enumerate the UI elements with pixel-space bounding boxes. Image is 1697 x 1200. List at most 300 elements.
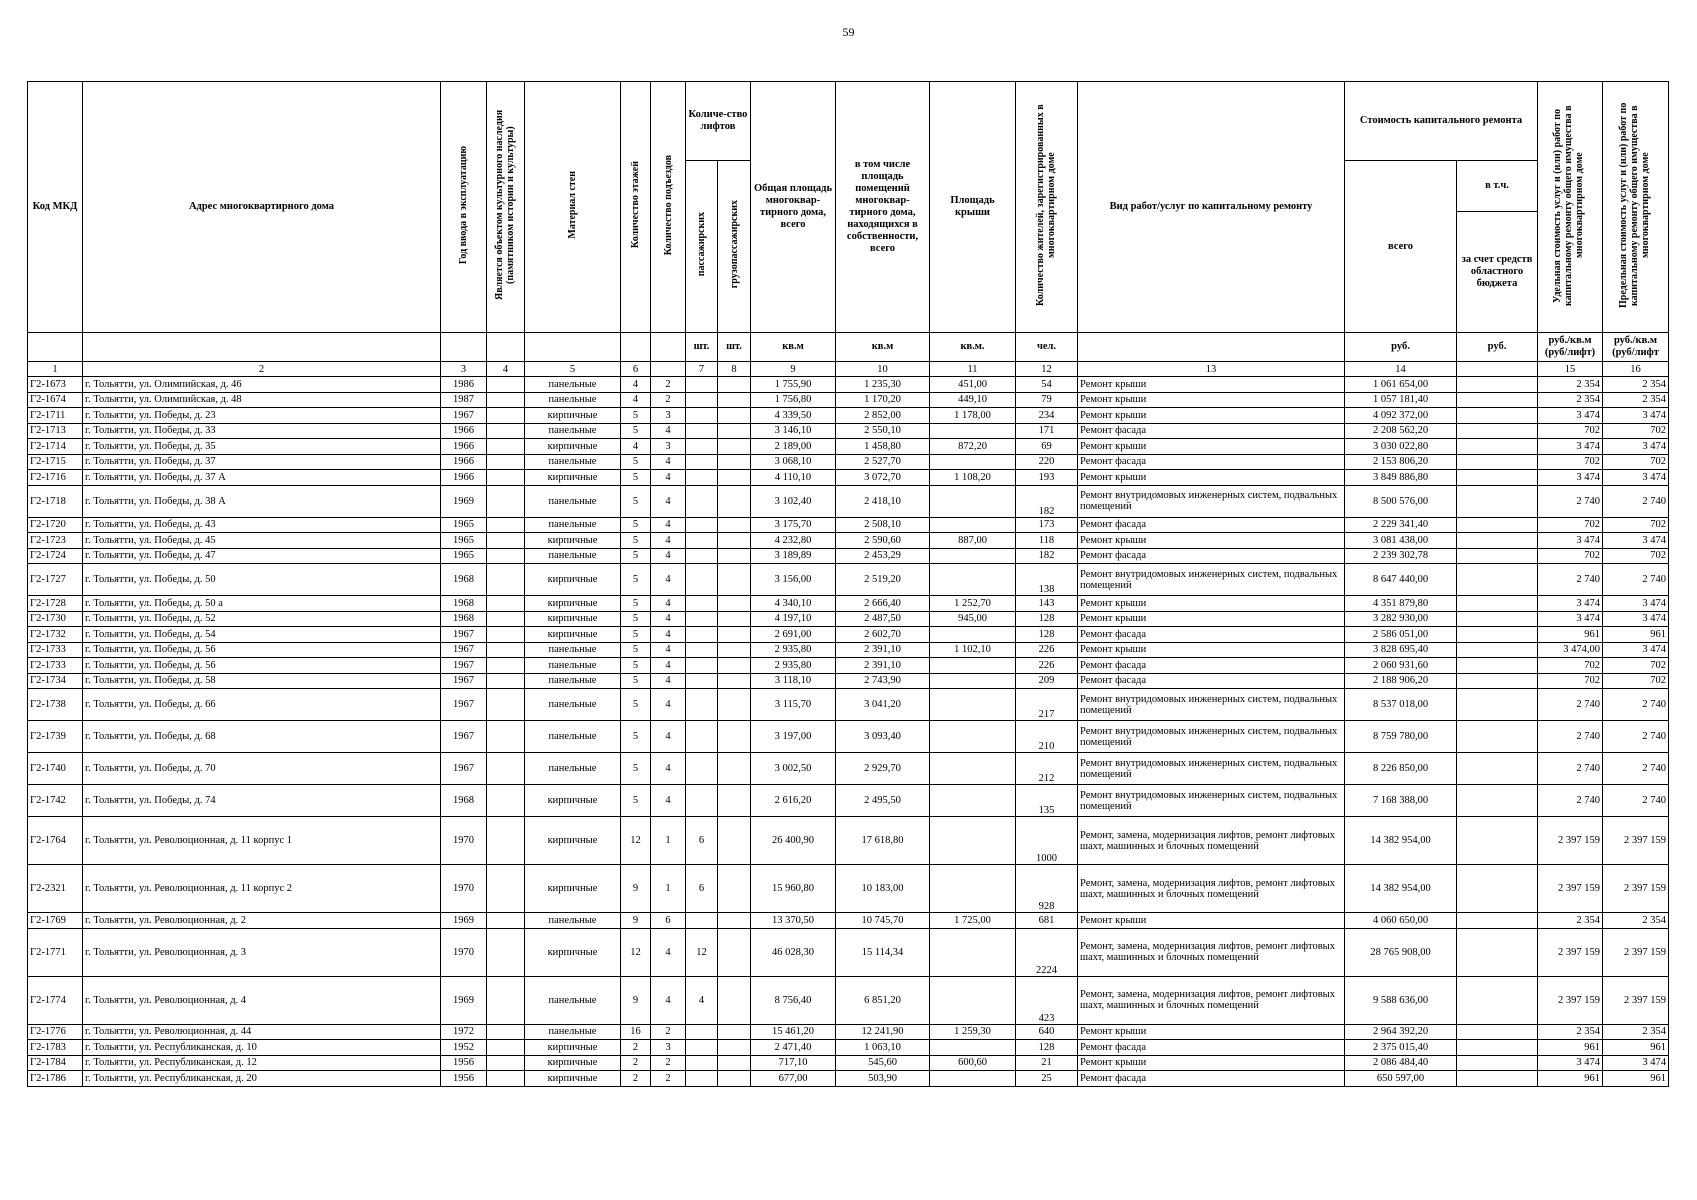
- cell-heritage: [487, 548, 525, 564]
- unit-sqm: кв.м.: [930, 333, 1016, 362]
- cell-residents: 681: [1016, 913, 1078, 929]
- cell-limit: 3 474: [1603, 470, 1669, 486]
- cell-lc: [718, 1024, 751, 1040]
- cell-floors: 12: [621, 817, 651, 865]
- cell-heritage: [487, 564, 525, 596]
- cell-area: 3 146,10: [751, 423, 836, 439]
- cell-roof: [930, 721, 1016, 753]
- column-number: 4: [487, 362, 525, 377]
- cell-entrances: 4: [651, 673, 686, 689]
- table-row: [28, 377, 1669, 393]
- cell-roof: 887,00: [930, 533, 1016, 549]
- cell-area: 2 616,20: [751, 785, 836, 817]
- cell-year: 1967: [441, 689, 487, 721]
- cell-residents: 138: [1016, 564, 1078, 596]
- cell-residents: 171: [1016, 423, 1078, 439]
- cell-owned: 2 418,10: [836, 485, 930, 517]
- cell-lc: [718, 1071, 751, 1087]
- cell-address: г. Тольятти, ул. Победы, д. 56: [83, 658, 441, 674]
- cell-floors: 5: [621, 627, 651, 643]
- cell-budget: [1457, 1071, 1538, 1087]
- header-entrances: Количество подъездов: [662, 154, 674, 256]
- cell-address: г. Тольятти, ул. Победы, д. 37 А: [83, 470, 441, 486]
- cell-residents: 2224: [1016, 928, 1078, 976]
- cell-total: 2 586 051,00: [1345, 627, 1457, 643]
- cell-total: 2 239 302,78: [1345, 548, 1457, 564]
- cell-total: 2 188 906,20: [1345, 673, 1457, 689]
- cell-residents: 210: [1016, 721, 1078, 753]
- cell-lp: 12: [686, 928, 718, 976]
- cell-unit: 2 397 159: [1538, 976, 1603, 1024]
- cell-roof: [930, 627, 1016, 643]
- cell-unit: 702: [1538, 548, 1603, 564]
- cell-entrances: 4: [651, 533, 686, 549]
- table-row: [28, 642, 1669, 658]
- cell-roof: [930, 976, 1016, 1024]
- cell-lp: [686, 439, 718, 455]
- cell-owned: 3 041,20: [836, 689, 930, 721]
- unit-per: руб./кв.м (руб/лифт): [1538, 333, 1603, 362]
- cell-address: г. Тольятти, ул. Республиканская, д. 10: [83, 1040, 441, 1056]
- cell-code: Г2-1714: [28, 439, 83, 455]
- table-row: [28, 408, 1669, 424]
- cell-entrances: 3: [651, 408, 686, 424]
- cell-budget: [1457, 976, 1538, 1024]
- cell-roof: 1 102,10: [930, 642, 1016, 658]
- cell-lc: [718, 785, 751, 817]
- cell-limit: 3 474: [1603, 611, 1669, 627]
- cell-wall: кирпичные: [525, 1071, 621, 1087]
- cell-code: Г2-1728: [28, 596, 83, 612]
- cell-owned: 6 851,20: [836, 976, 930, 1024]
- column-number: 16: [1603, 362, 1669, 377]
- cell-heritage: [487, 1055, 525, 1071]
- table-row: [28, 721, 1669, 753]
- cell-roof: [930, 564, 1016, 596]
- page-number: 59: [842, 25, 855, 39]
- cell-residents: 640: [1016, 1024, 1078, 1040]
- cell-limit: 2 740: [1603, 753, 1669, 785]
- cell-residents: 182: [1016, 548, 1078, 564]
- table-row: [28, 928, 1669, 976]
- cell-residents: 928: [1016, 865, 1078, 913]
- cell-limit: 3 474: [1603, 1055, 1669, 1071]
- table-row: [28, 1024, 1669, 1040]
- cell-year: 1970: [441, 865, 487, 913]
- cell-floors: 9: [621, 913, 651, 929]
- cell-wall: панельные: [525, 913, 621, 929]
- unit-rub: руб.: [1345, 333, 1457, 362]
- cell-entrances: 2: [651, 1024, 686, 1040]
- cell-area: 46 028,30: [751, 928, 836, 976]
- header-roof-area: Площадь крыши: [930, 82, 1016, 333]
- cell-unit: 2 397 159: [1538, 817, 1603, 865]
- cell-owned: 1 458,80: [836, 439, 930, 455]
- cell-unit: 3 474: [1538, 596, 1603, 612]
- cell-work: Ремонт фасада: [1078, 1040, 1345, 1056]
- column-number: 5: [525, 362, 621, 377]
- cell-budget: [1457, 658, 1538, 674]
- cell-entrances: 4: [651, 423, 686, 439]
- cell-lc: [718, 548, 751, 564]
- cell-work: Ремонт крыши: [1078, 533, 1345, 549]
- cell-total: 3 282 930,00: [1345, 611, 1457, 627]
- cell-floors: 5: [621, 517, 651, 533]
- cell-limit: 2 354: [1603, 913, 1669, 929]
- cell-area: 3 156,00: [751, 564, 836, 596]
- cell-lc: [718, 517, 751, 533]
- cell-unit: 2 354: [1538, 913, 1603, 929]
- cell-unit: 702: [1538, 423, 1603, 439]
- cell-floors: 4: [621, 439, 651, 455]
- cell-total: 2 153 806,20: [1345, 454, 1457, 470]
- cell-owned: 10 745,70: [836, 913, 930, 929]
- cell-unit: 702: [1538, 673, 1603, 689]
- cell-unit: 2 740: [1538, 564, 1603, 596]
- cell-roof: 1 108,20: [930, 470, 1016, 486]
- cell-lc: [718, 817, 751, 865]
- column-number: 3: [441, 362, 487, 377]
- header-cost-total: всего: [1345, 161, 1457, 333]
- cell-code: Г2-1734: [28, 673, 83, 689]
- cell-owned: 2 602,70: [836, 627, 930, 643]
- cell-limit: 702: [1603, 423, 1669, 439]
- header-code: Код МКД: [28, 82, 83, 333]
- cell-roof: [930, 485, 1016, 517]
- cell-residents: 423: [1016, 976, 1078, 1024]
- cell-unit: 3 474: [1538, 439, 1603, 455]
- cell-lp: [686, 377, 718, 393]
- cell-wall: кирпичные: [525, 611, 621, 627]
- cell-area: 1 756,80: [751, 392, 836, 408]
- cell-total: 14 382 954,00: [1345, 865, 1457, 913]
- table-row: [28, 517, 1669, 533]
- cell-budget: [1457, 689, 1538, 721]
- cell-work: Ремонт внутридомовых инженерных систем, подвальных помещений: [1078, 564, 1345, 596]
- column-number: 7: [686, 362, 718, 377]
- cell-total: 28 765 908,00: [1345, 928, 1457, 976]
- cell-wall: панельные: [525, 454, 621, 470]
- cell-lc: [718, 611, 751, 627]
- cell-code: Г2-1723: [28, 533, 83, 549]
- cell-budget: [1457, 485, 1538, 517]
- cell-entrances: 4: [651, 564, 686, 596]
- cell-owned: 1 063,10: [836, 1040, 930, 1056]
- cell-wall: панельные: [525, 658, 621, 674]
- cell-heritage: [487, 658, 525, 674]
- cell-floors: 9: [621, 976, 651, 1024]
- cell-year: 1968: [441, 564, 487, 596]
- cell-lp: [686, 533, 718, 549]
- cell-budget: [1457, 517, 1538, 533]
- cell-lp: [686, 470, 718, 486]
- cell-roof: 451,00: [930, 377, 1016, 393]
- cell-lc: [718, 533, 751, 549]
- cell-budget: [1457, 548, 1538, 564]
- cell-entrances: 4: [651, 642, 686, 658]
- cell-year: 1967: [441, 627, 487, 643]
- cell-work: Ремонт внутридомовых инженерных систем, подвальных помещений: [1078, 785, 1345, 817]
- cell-floors: 4: [621, 392, 651, 408]
- cell-wall: панельные: [525, 1024, 621, 1040]
- cell-wall: кирпичные: [525, 470, 621, 486]
- cell-lc: [718, 753, 751, 785]
- header-unit-cost: Удельная стоимость услуг и (или) работ по капитальному ремонту общего имущества в многоквартирном доме: [1552, 104, 1586, 306]
- cell-area: 717,10: [751, 1055, 836, 1071]
- cell-wall: панельные: [525, 485, 621, 517]
- cell-work: Ремонт фасада: [1078, 517, 1345, 533]
- cell-budget: [1457, 408, 1538, 424]
- cell-unit: 2 354: [1538, 377, 1603, 393]
- cell-year: 1965: [441, 548, 487, 564]
- cell-work: Ремонт крыши: [1078, 596, 1345, 612]
- cell-unit: 2 397 159: [1538, 865, 1603, 913]
- cell-lc: [718, 627, 751, 643]
- cell-lp: 6: [686, 817, 718, 865]
- cell-entrances: 2: [651, 1071, 686, 1087]
- column-number: [1457, 362, 1538, 377]
- cell-unit: 702: [1538, 658, 1603, 674]
- cell-floors: 5: [621, 408, 651, 424]
- cell-limit: 961: [1603, 1071, 1669, 1087]
- cell-limit: 2 354: [1603, 377, 1669, 393]
- cell-floors: 9: [621, 865, 651, 913]
- cell-roof: 600,60: [930, 1055, 1016, 1071]
- cell-code: Г2-1715: [28, 454, 83, 470]
- cell-heritage: [487, 423, 525, 439]
- cell-heritage: [487, 642, 525, 658]
- cell-owned: 2 929,70: [836, 753, 930, 785]
- cell-work: Ремонт крыши: [1078, 408, 1345, 424]
- cell-owned: 3 093,40: [836, 721, 930, 753]
- cell-budget: [1457, 1040, 1538, 1056]
- cell-address: г. Тольятти, ул. Победы, д. 56: [83, 642, 441, 658]
- cell-entrances: 2: [651, 392, 686, 408]
- cell-entrances: 3: [651, 1040, 686, 1056]
- header-lifts-cargo: грузопассажирских: [728, 200, 740, 289]
- table-row: [28, 1040, 1669, 1056]
- column-number: 9: [751, 362, 836, 377]
- cell-lp: [686, 913, 718, 929]
- cell-floors: 5: [621, 470, 651, 486]
- cell-heritage: [487, 408, 525, 424]
- cell-limit: 2 397 159: [1603, 928, 1669, 976]
- cell-entrances: 4: [651, 753, 686, 785]
- cell-budget: [1457, 611, 1538, 627]
- cell-limit: 702: [1603, 548, 1669, 564]
- cell-wall: кирпичные: [525, 1055, 621, 1071]
- cell-limit: 702: [1603, 517, 1669, 533]
- cell-area: 3 115,70: [751, 689, 836, 721]
- cell-heritage: [487, 817, 525, 865]
- cell-owned: 2 508,10: [836, 517, 930, 533]
- cell-area: 3 068,10: [751, 454, 836, 470]
- cell-total: 1 061 654,00: [1345, 377, 1457, 393]
- cell-address: г. Тольятти, ул. Победы, д. 66: [83, 689, 441, 721]
- cell-budget: [1457, 673, 1538, 689]
- cell-residents: 226: [1016, 642, 1078, 658]
- cell-budget: [1457, 564, 1538, 596]
- column-number: [651, 362, 686, 377]
- cell-floors: 5: [621, 596, 651, 612]
- cell-lp: 6: [686, 865, 718, 913]
- header-heritage: Является объектом культурного наследия (памятником истории и культуры): [493, 109, 516, 301]
- cell-year: 1967: [441, 408, 487, 424]
- cell-code: Г2-1742: [28, 785, 83, 817]
- cell-code: Г2-1740: [28, 753, 83, 785]
- cell-roof: [930, 753, 1016, 785]
- cell-heritage: [487, 392, 525, 408]
- unit-pcs: шт.: [718, 333, 751, 362]
- cell-roof: 1 259,30: [930, 1024, 1016, 1040]
- cell-heritage: [487, 721, 525, 753]
- cell-wall: панельные: [525, 673, 621, 689]
- cell-heritage: [487, 673, 525, 689]
- cell-wall: кирпичные: [525, 1040, 621, 1056]
- cell-code: Г2-1711: [28, 408, 83, 424]
- cell-heritage: [487, 753, 525, 785]
- cell-wall: панельные: [525, 753, 621, 785]
- header-lifts: Количе-ство лифтов: [686, 82, 751, 161]
- cell-residents: 226: [1016, 658, 1078, 674]
- cell-code: Г2-1784: [28, 1055, 83, 1071]
- cell-year: 1965: [441, 533, 487, 549]
- table-row: [28, 1055, 1669, 1071]
- cell-limit: 2 397 159: [1603, 817, 1669, 865]
- cell-residents: 25: [1016, 1071, 1078, 1087]
- cell-heritage: [487, 865, 525, 913]
- cell-code: Г2-1786: [28, 1071, 83, 1087]
- cell-area: 2 935,80: [751, 642, 836, 658]
- cell-owned: 2 527,70: [836, 454, 930, 470]
- cell-unit: 3 474: [1538, 1055, 1603, 1071]
- cell-floors: 5: [621, 753, 651, 785]
- cell-owned: 2 495,50: [836, 785, 930, 817]
- cell-address: г. Тольятти, ул. Революционная, д. 2: [83, 913, 441, 929]
- cell-total: 8 647 440,00: [1345, 564, 1457, 596]
- cell-unit: 2 397 159: [1538, 928, 1603, 976]
- cell-owned: 2 391,10: [836, 642, 930, 658]
- cell-total: 2 086 484,40: [1345, 1055, 1457, 1071]
- cell-roof: [930, 1071, 1016, 1087]
- cell-unit: 961: [1538, 1071, 1603, 1087]
- cell-owned: 15 114,34: [836, 928, 930, 976]
- cell-code: Г2-1724: [28, 548, 83, 564]
- cell-lp: [686, 408, 718, 424]
- cell-unit: 961: [1538, 1040, 1603, 1056]
- cell-code: Г2-1769: [28, 913, 83, 929]
- cell-year: 1956: [441, 1071, 487, 1087]
- cell-entrances: 4: [651, 627, 686, 643]
- cell-wall: панельные: [525, 517, 621, 533]
- header-area-total: Общая площадь многоквар-тирного дома, всего: [751, 82, 836, 333]
- cell-work: Ремонт крыши: [1078, 1024, 1345, 1040]
- column-number-row: [28, 362, 1669, 377]
- cell-entrances: 4: [651, 976, 686, 1024]
- cell-residents: 21: [1016, 1055, 1078, 1071]
- cell-residents: 69: [1016, 439, 1078, 455]
- cell-area: 3 002,50: [751, 753, 836, 785]
- cell-heritage: [487, 1071, 525, 1087]
- cell-owned: 2 590,60: [836, 533, 930, 549]
- cell-total: 3 081 438,00: [1345, 533, 1457, 549]
- cell-work: Ремонт, замена, модернизация лифтов, ремонт лифтовых шахт, машинных и блочных помещений: [1078, 817, 1345, 865]
- cell-budget: [1457, 533, 1538, 549]
- cell-lp: [686, 627, 718, 643]
- cell-unit: 3 474: [1538, 408, 1603, 424]
- cell-roof: [930, 423, 1016, 439]
- cell-address: г. Тольятти, ул. Победы, д. 54: [83, 627, 441, 643]
- cell-work: Ремонт, замена, модернизация лифтов, ремонт лифтовых шахт, машинных и блочных помещений: [1078, 928, 1345, 976]
- cell-roof: [930, 1040, 1016, 1056]
- cell-wall: панельные: [525, 392, 621, 408]
- cell-area: 1 755,90: [751, 377, 836, 393]
- cell-limit: 2 740: [1603, 564, 1669, 596]
- cell-heritage: [487, 928, 525, 976]
- cell-address: г. Тольятти, ул. Революционная, д. 4: [83, 976, 441, 1024]
- cell-area: 3 189,89: [751, 548, 836, 564]
- cell-lc: [718, 689, 751, 721]
- cell-lp: [686, 658, 718, 674]
- cell-year: 1967: [441, 753, 487, 785]
- cell-entrances: 3: [651, 439, 686, 455]
- cell-entrances: 4: [651, 928, 686, 976]
- header-area-owned: в том числе площадь помещений многоквар-тирного дома, находящихся в собственности, всего: [836, 82, 930, 333]
- cell-heritage: [487, 517, 525, 533]
- cell-work: Ремонт крыши: [1078, 611, 1345, 627]
- cell-lp: [686, 548, 718, 564]
- cell-area: 15 461,20: [751, 1024, 836, 1040]
- cell-budget: [1457, 1055, 1538, 1071]
- cell-work: Ремонт, замена, модернизация лифтов, ремонт лифтовых шахт, машинных и блочных помещений: [1078, 976, 1345, 1024]
- cell-heritage: [487, 377, 525, 393]
- header-address: Адрес многоквартирного дома: [83, 82, 441, 333]
- cell-code: Г2-1774: [28, 976, 83, 1024]
- cell-work: Ремонт фасада: [1078, 627, 1345, 643]
- cell-floors: 5: [621, 564, 651, 596]
- column-number: 15: [1538, 362, 1603, 377]
- cell-owned: 17 618,80: [836, 817, 930, 865]
- cell-heritage: [487, 913, 525, 929]
- cell-wall: кирпичные: [525, 533, 621, 549]
- header-residents: Количество жителей, зарегистрированных в многоквартирном доме: [1034, 104, 1057, 306]
- cell-code: Г2-1673: [28, 377, 83, 393]
- cell-heritage: [487, 1024, 525, 1040]
- cell-budget: [1457, 642, 1538, 658]
- cell-residents: 79: [1016, 392, 1078, 408]
- cell-lp: [686, 454, 718, 470]
- cell-area: 4 339,50: [751, 408, 836, 424]
- table-row: [28, 627, 1669, 643]
- cell-area: 3 197,00: [751, 721, 836, 753]
- cell-code: Г2-1716: [28, 470, 83, 486]
- cell-lc: [718, 721, 751, 753]
- cell-work: Ремонт внутридомовых инженерных систем, подвальных помещений: [1078, 485, 1345, 517]
- cell-code: Г2-1718: [28, 485, 83, 517]
- cell-area: 3 118,10: [751, 673, 836, 689]
- cell-area: 3 175,70: [751, 517, 836, 533]
- column-number: 8: [718, 362, 751, 377]
- cell-area: 8 756,40: [751, 976, 836, 1024]
- cell-floors: 5: [621, 423, 651, 439]
- cell-heritage: [487, 485, 525, 517]
- cell-wall: кирпичные: [525, 928, 621, 976]
- cell-code: Г2-1674: [28, 392, 83, 408]
- cell-lp: 4: [686, 976, 718, 1024]
- cell-code: Г2-1732: [28, 627, 83, 643]
- cell-address: г. Тольятти, ул. Победы, д. 74: [83, 785, 441, 817]
- header-lifts-passenger: пассажирских: [696, 212, 707, 277]
